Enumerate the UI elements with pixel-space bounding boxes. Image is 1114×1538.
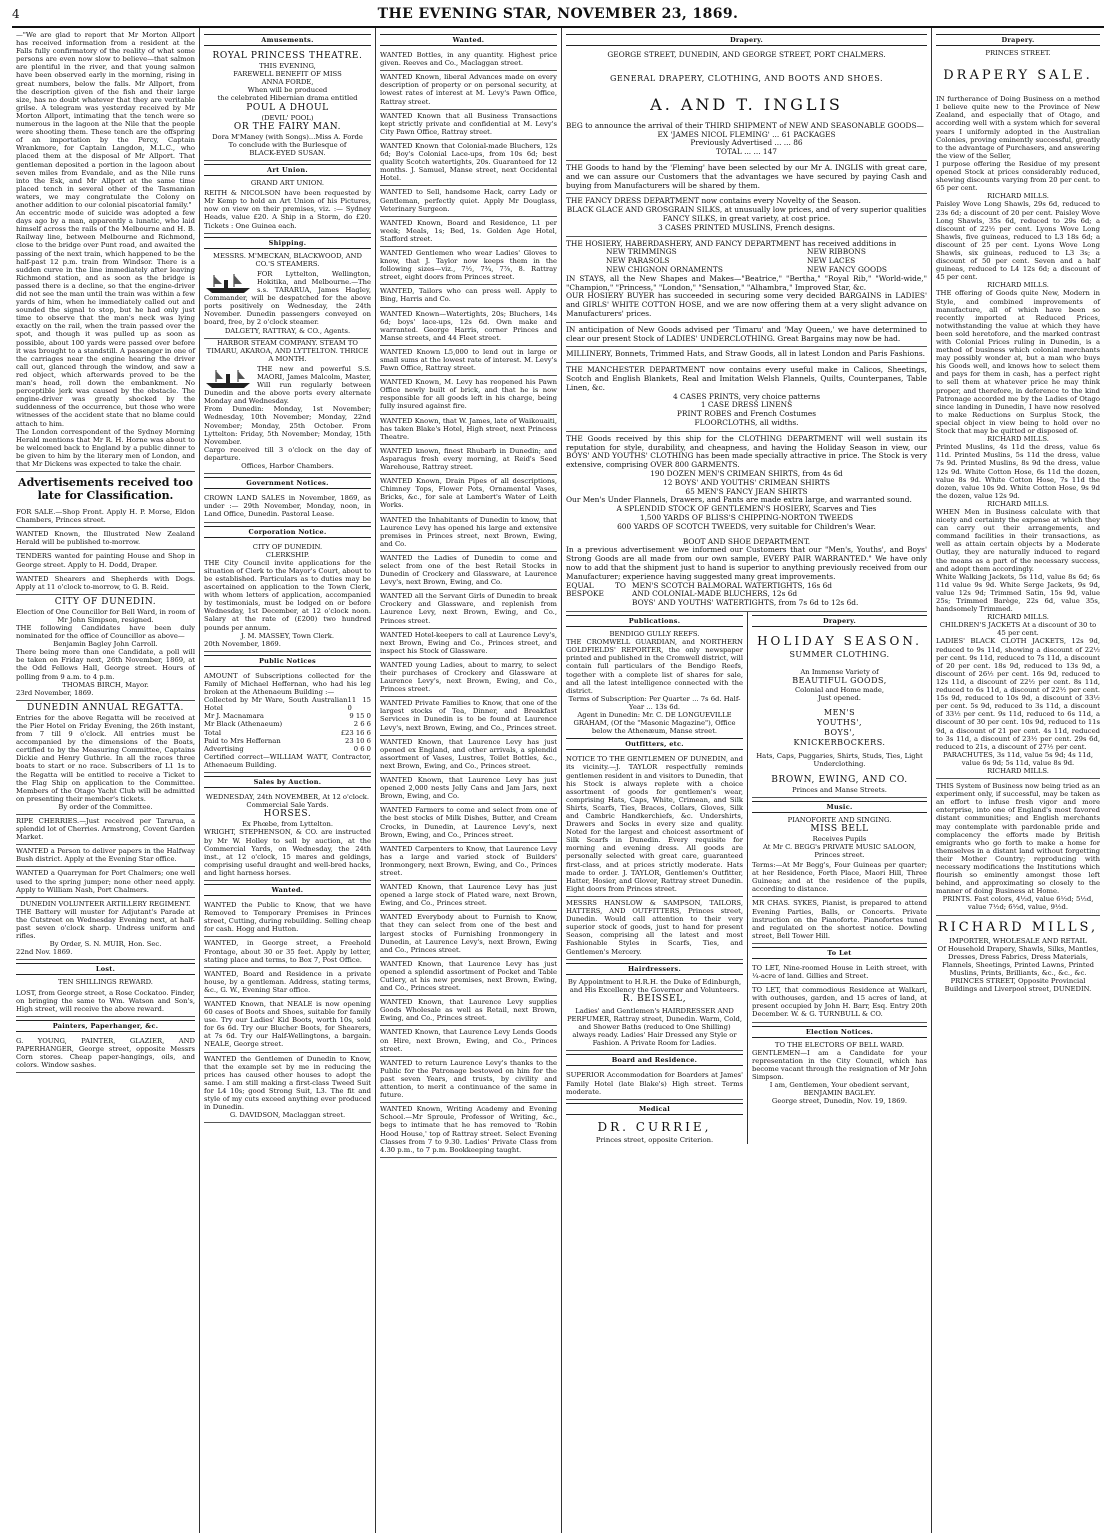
theatre-line: THIS EVENING, [259,62,316,71]
ad-item: WANTED Known, the Illustrated New Zealand Herald will be published to-morrow. [16,528,195,550]
maori-cargo: Cargo received till 3 o'clock on the day of departure. [204,445,371,462]
mills-firm-text: Of Household Drapery, Shawls, Silks, Mantles, Dresses, Dress Fabrics, Dress Materials, Flannels, Sheetings, Printed Lawns, Printed Muslins, Prints, Brilliants, &c., &c., &c. [937,944,1099,977]
auction-notice [204,791,371,881]
inglis-address: GEORGE STREET, DUNEDIN, AND GEORGE STREET, PORT CHALMERS. [607,50,886,60]
boot-list: EQUAL TO BESPOKE MEN'S SCOTCH BALMORAL WATERTIGHTS, 16s 6d AND COLONIAL-MADE BLUCHERS, 12s 6d BOYS' AND YOUTHS' WATERTIGHTS, from 7s 6d to 12s 6d. [566,580,859,608]
inglis-line: FLOORCLOTHS, all widths. [694,418,799,427]
lower-right [748,612,927,1144]
section-corporation: Corporation Notice. [204,526,371,538]
section-lost: Lost. [16,963,195,975]
inglis-line: A SPLENDID STOCK OF GENTLEMEN'S HOSIERY, Scarves and Ties [616,504,877,514]
lower-split [566,612,927,1144]
holiday-line: Just opened. [818,694,861,703]
mills-firm: RICHARD MILLS, [937,919,1099,935]
wanted-ad: WANTED Known, that Laurence Levy has just opened a splendid assortment of Pocket and Table Cutlery, at his new premises, next Brown, Ewing, and Co., Princes street. [380,958,557,996]
inglis-p2: THE FANCY DRESS DEPARTMENT now contains every Novelty of the Season. [566,196,861,206]
election-poll: There being more than one Candidate, a poll will be taken on Friday next, 26th November, 1869, at the Odd Fellows Hall, George street. Hours of polling from 9 a.m. to 4 p.m. [16,648,195,681]
candidates: Benjamin Bagley John Carroll. [53,640,158,649]
election-candidates-intro: THE following Candidates have been duly nominated for the office of Councillor as above— [16,624,195,641]
mills-sign: RICHARD MILLS. [987,435,1049,444]
regatta-notice [16,701,195,815]
boot-equal: EQUAL TO BESPOKE [566,580,626,599]
newspaper-title: THE EVENING STAR, NOVEMBER 23, 1869. [377,6,739,22]
harbor-title: HARBOR STEAM COMPANY. STEAM TO TIMARU, AKAROA, AND LYTTELTON. THRICE A MONTH. [206,338,369,363]
wanted-ad: WANTED, Board and Residence in a private house, by a gentleman. Address, stating terms, &c., G. W., Evening Star office. [204,968,371,998]
wanted-ad: WANTED Known, that NEALE is now opening 60 cases of Boots and Shoes, suitable for family use. Try our Ladies' Kid Boots, worth 10s, sold for 6s 6d. Try our Blucher Boots, for Shearers, at 7s 6d. Try our Half-Wellingtons, a bargain. NEALE, George street. [204,998,371,1053]
public-sign: Certified correct—WILLIAM WATT, Contractor, Athenaeum Building. [204,752,371,769]
holiday-line: Colonial and Home made, [794,686,885,695]
inglis-line: 600 YARDS OF SCOTCH TWEEDS, very suitable for Children's Wear. [617,521,876,531]
wanted-text: WANTED the Gentlemen of Dunedin to Know, that the example set by me in reducing the prices has caused other houses to adopt the same. I am still making a first-class Tweed Suit for L4 10s; good Strong Suit, L3. The fit and style of my cuts exceed anything ever produced in Dunedin. [204,1054,371,1112]
holiday-sub: SUMMER CLOTHING. [789,650,890,660]
public-text: AMOUNT of Subscriptions collected for the Family of Michael Heffernan, who had his leg broken at the Athenaeum Building :— [204,671,371,697]
wanted-ad: WANTED the Public to Know, that we have Removed to Temporary Premises in Princes street, Cutting, during rebuilding. Selling cheap for cash. Hogg and Hutton. [204,899,371,937]
columns [12,28,1104,1533]
volunteer-notice [16,898,195,961]
section-shipping: Shipping. [204,237,371,249]
inglis-line: Our Men's Under Flannels, Drawers, and Pants are made extra large, and warranted sound. [566,495,912,505]
wanted-ad: WANTED Known, that Laurence Levy has just opened ex England, and other arrivals, a splendid assortment of Vases, Lustres, Toilet Bottles, &c., next Brown, Ewing, and Co., Princes street. [380,736,557,774]
regatta-signature: By order of the Committee. [58,802,153,811]
pub-agent: Agent in Dunedin: Mr. C. DE LONGUEVILLE GRAHAM, (Of the "Masonic Magazine"), Office below the Athenæum, Manse street. [573,710,736,736]
art-title: GRAND ART UNION. [250,179,325,188]
music-terms: Terms:—At Mr Begg's, Four Guineas per quarter; at her Residence, Forth Place, Maori Hill, Three Guineas; and at the residence of the pupils, according to distance. [752,859,927,897]
wanted-ad: WANTED Farmers to come and select from one of the best stocks of Milk Dishes, Butter, and Cream Crocks, in Dunedin, at Laurence Levy's, next Brown, Ewing, and Co., Princes street. [380,804,557,842]
auction-ex: Ex Phœbe, from Lyttelton. [241,820,334,829]
theatre-line: (DEVIL' POOL) [261,113,314,122]
inglis-trimmings: NEW TRIMMINGS NEW PARASOLS NEW CHIGNON ORNAMENTS NEW RIBBONS NEW LACES NEW FANCY GOODS [606,247,887,275]
theatre-line: BLACK-EYED SUSAN. [249,148,326,157]
inglis-millinery: MILLINERY, Bonnets, Trimmed Hats, and Straw Goods, all in latest London and Paris Fashions. [566,349,926,359]
ad-item: TENDERS wanted for painting House and Shop in George street. Apply to H. Dodd, Draper. [16,550,195,572]
mills-sign: RICHARD MILLS. [987,281,1049,290]
inglis-line: 1 CASE DRESS LINENS [700,400,793,410]
maori-office: Offices, Harbor Chambers. [241,462,334,471]
wanted-ad: WANTED, Tailors who can press well. Apply to Bing, Harris and Co. [380,285,557,307]
column-2 [200,28,376,1533]
inglis-clothing: THE Goods received by this ship for the CLOTHING DEPARTMENT will well sustain its reputation for style, durability, and cheapness, and having the Holiday Season in view, our BOYS' AND YOUTHS' CLOTHING has been made specially attractive in price. The Stock is very extensive, comprising OVER 800 GARMENTS. [566,433,927,470]
mills-p9: THIS System of Business now being tried as an experiment only, if successful, may be taken as an effort to infuse fresh vigor and more enterprise, into one of England's most favored distant communities; and English merchants may contemplate with pardonable pride and complacency the efforts made by British emigrants who go forth to make a home for themselves in a distant land without forgetting their Mother Country; reproducing with necessary modifications the Institutions which flourish so eminently amongst those left behind, and approximating so closely to the manner of doing Business at Home. [936,782,1100,896]
outfit-ad: MESSRS HANSLOW & SAMPSON, TAILORS, HATTERS, AND OUTFITTERS, Princes street, Dunedin. Would call attention to their very superior stock of goods, just to hand for present Season, comprising all the latest and most Fashionable Styles in Scarfs, Ties, and Gentlemen's Mercery. [566,897,743,960]
inglis-packages: EX 'JAMES NICOL FLEMING' ... 61 PACKAGES [657,129,836,139]
wanted-ad: WANTED, in George street, a Freehold Frontage, about 30 or 35 feet. Apply by letter, stating place and terms, to Box 7, Post Office. [204,937,371,967]
holiday-line: BOYS', [823,728,856,738]
wanted-ad: WANTED the Inhabitants of Dunedin to know, that Laurence Levy has opened his large and extensive premises in Princes street, next Brown, Ewing, and Co. [380,514,557,552]
wanted-ad: WANTED Bottles, in any quantity. Highest price given. Reeves and Co., Maclaggan street. [380,49,557,71]
section-to-let: To Let [752,947,927,959]
mills-street: PRINCES STREET. [985,49,1051,58]
inglis-packages: Previously Advertised ... ... 86 [690,138,803,148]
section-music: Music. [752,801,927,813]
mills-children: CHILDREN'S JACKETS At a discount of 30 to 45 per cent. [939,621,1097,638]
inglis-line: FANCY SILKS, in great variety, at cost price. [662,214,831,224]
theatre-line: Dora M'Maney (with Songs)...Miss A. Forde [212,132,363,141]
mills-sign: RICHARD MILLS. [987,499,1049,508]
inglis-ad [566,49,927,612]
theatre-line: POUL A DHOUL [246,102,329,113]
inglis-line: 65 MEN'S FANCY JEAN SHIRTS [685,486,808,496]
mills-p4: THE offering of Goods quite New, Modern in Style, and combined improvements of manufacture, all of which have been so recently imported at Reduced Prices, notwithstanding the value at which they have been sold heretofore, and the marked contrast with Colonial Prices ruling in Dunedin, is a method of business which colonial merchants may possibly wonder at, but a man who buys his Goods well, and knows how to select them and pays for them in cash, has a perfect right to sell them at whatever price he may think proper, and therefore, in deference to the kind Patronage accorded me by the Ladies of Otago since landing in Dunedin, I have now resolved to make Reductions on Surplus Stock, the special object in view being to hold over no Stock that may be quitted or disposed of. [936,289,1100,436]
outfit-ad: NOTICE TO THE GENTLEMEN OF DUNEDIN, and its vicinity.—J. TAYLOR respectfully reminds gentlemen resident in and visitors to Dunedin, that his Stock is always replete with a choice assortment of goods for gentlemen's wear, comprising Hats, Caps, White, Crimean, and Silk Shirts, Scarfs, Ties, Braces, Collars, Gloves, Silk and Cambric Handkerchiefs, &c. Undershirts, Drawers and Socks in every size and quality. Noted for the largest and choicest assortment of Silk Scarfs in Dunedin. Every requisite for morning and evening dress. All goods are personally selected with great care, guaranteed first-class, and at prices strictly moderate. Hats made to order. J. TAYLOR, Gentlemen's Outfitter, Hatter, Hosier, and Glover, Rattray street Dunedin. Eight doors from Princes street. [566,753,743,897]
wanted-ad: WANTED Known, that Laurence Levy supplies Goods Wholesale as well as Retail, next Brown, Ewing, and Co., Princes street. [380,996,557,1026]
inglis-line: BLACK GLACE AND GROSGRAIN SILKS, at unusually low prices, and of very superior qualities [566,205,927,215]
section-government: Government Notices. [204,477,371,489]
inglis-line: 1,500 YARDS OF BLISS'S CHIPPING-NORTON TWEEDS [639,512,854,522]
mills-muslins: Printed Muslins, 4s 11d the dress, value 6s 11d. Printed Muslins, 5s 11d the dress, value 7s 9d. Printed Muslins, 8s 9d the dress, value 12s 9d. White Cotton Hose, 6s 11d the dozen, value 8s 9d. White Cotton Hose, 7s 11d the dozen, value 10s 9d. White Cotton Hose, 9s 9d the dozen, value 12s 9d. [936,443,1100,500]
column-1 [12,28,200,1533]
mills-sign: RICHARD MILLS. [987,766,1049,775]
section-auction: Sales by Auction. [204,776,371,788]
mills-firm-addr: PRINCES STREET, Opposite Provincial Buildings and Liverpool street, DUNEDIN. [944,977,1092,994]
volunteer-date: 22nd Nov. 1869. [16,948,73,957]
inglis-manchester: THE MANCHESTER DEPARTMENT now contains every useful make in Calicos, Sheetings, Scotch and English Blankets, Real and Imitation Welsh Flannels, Quilts, Counterpanes, Table Linen, &c. [566,365,927,392]
pub-text: THE CROMWELL GUARDIAN, and NORTHERN GOLDFIELDS' REPORTER, the only newspaper printed and published in the Cromwell district, will contain full particulars of the Bendigo Reefs, together with a complete list of shares for sale, and all the latest intelligence connected with the district. [566,638,743,695]
inglis-general: GENERAL DRAPERY, CLOTHING, AND BOOTS AND SHOES. [610,73,883,83]
wanted-ad: WANTED Known, Board and Residence, L1 per week; Meals, 1s; Bed, 1s. Golden Age Hotel, Stafford street. [380,217,557,247]
wanted-ad: WANTED Known that Colonial-made Bluchers, 12s 6d; Boy's Colonial Lace-ups, from 10s 6d; best quality Scotch watertights, 20s. Guaranteed for 12 months. J. Samuel, Manse street, next Occidental Hotel. [380,140,557,186]
lost-title: TEN SHILLINGS REWARD. [58,978,153,987]
shipping-ad-maori [204,363,371,474]
painter-ad: G. YOUNG, PAINTER, GLAZIER, AND PAPERHANGER, George street, opposite Messrs Corn stores. Cheap paper-hangings, oils, and colors. Window sashes. [16,1035,195,1073]
section-outfitters: Outfitters, etc. [566,738,743,750]
election-notice [16,595,195,701]
regatta-text: Entries for the above Regatta will be received at the Pier Hotel on Friday Evening, the 26th instant, from 7 till 9 o'clock. All entries must be accompanied by the dimensions of the Boats, certified to by the Measuring Committee, Captains Dickie and Henry Guthrie. In all the races three boats to start or no race. Subscribers of L1 1s to the Regatta will be entitled to receive a Ticket to the Flag Ship on application to the Committee. Members of the Otago Yacht Club will be admitted on presenting their member's tickets. [16,713,195,803]
wanted-ad: WANTED Known L5,000 to lend out in large or small sums at the lowest rate of interest. M. Levy's Pawn Office, Rattray street. [380,346,557,376]
volunteer-title: DUNEDIN VOLUNTEER ARTILLERY REGIMENT. [20,899,191,908]
column-4 [562,28,932,1533]
holiday-firm: BROWN, EWING, AND CO. [771,774,908,785]
column-3 [376,28,562,1533]
masthead [12,6,1104,28]
art-ad: REITH & NICOLSON have been requested by Mr Kemp to hold an Art Union of his Pictures, now on view on their premises, viz. :— Sydney Heads, value £20. A Ship in a Storm, do £20. Tickets : One Guinea each. [204,187,371,233]
section-wanted: Wanted. [204,884,371,896]
holiday-line: BEAUTIFUL GOODS, [792,676,887,686]
column-5 [932,28,1104,1533]
mills-firm-sub: IMPORTER, WHOLESALE AND RETAIL [949,936,1087,945]
section-art-union: Art Union. [204,164,371,176]
theatre-ad [204,49,371,161]
section-medical: Medical [566,1103,743,1115]
section-amusements: Amusements. [204,34,371,46]
news-item-horne: The London correspondent of the Sydney Morning Herald mentions that Mr R. H. Horne was about to be welcomed back to England by a public dinner to be given to him by the literary men of London, and that Mr Dickens was expected to take the chair. [16,427,195,468]
wanted-ad: WANTED Carpenters to Know, that Laurence Levy has a large and varied stock of Builders' Ironmongery, next Brown, Ewing, and Co., Princes street. [380,843,557,881]
inglis-line: 12 BOYS' AND YOUTHS' CRIMEAN SHIRTS [663,477,830,487]
hair-name: R. BEISSEL, [622,993,687,1004]
mills-sale: DRAPERY SALE. [943,68,1093,84]
subs-row: Mr J. Macnamara 9 15 0 [204,712,371,721]
news-item-salmon: —"We are glad to report that Mr Morton Allport has received information from a resident at the Falls fully confirmatory of the reality of what some persons are even now slow to believe—that salmon are plentiful in the river, and that young salmon have been observed early in the morning, rising in great numbers, below the falls. Mr Allport, from the description given of the fish and their large size, has no doubt whatever that they are veritable grilse. A telegram was yesterday received by Mr Morton Allport, intimating that the tench were so numerous in the lagoon at the Nile that the people were shooting them. These tench are the offspring of an importation by the Percy, Captain Wrankmore, for Captain Langdon, M.L.C., who placed them at the disposal of Mr Allport. That gentleman deposited a portion in the lagoon about seven miles from Evandale, and as the Nile runs into the Esk, and Mr Allport at the same time placed tench in several other of the Tasmanian waters, we may congratulate the Colony on another addition to our colonial piscatorial family." [16,31,195,209]
corp-sign: J. M. MASSEY, Town Clerk. [240,631,335,640]
wanted-ad: WANTED to Sell, handsome Hack, carry Lady or Gentleman, perfectly quiet. Apply Mr Douglass, Veterinary Surgeon. [380,186,557,216]
auction-item: HORSES. [263,809,312,820]
inglis-p4: IN anticipation of New Goods advised per 'Timaru' and 'May Queen,' we have determined to clear our present Stock of LADIES' UNDERCLOTHING. Great Bargains may now be had. [566,324,927,343]
inglis-hosiery: OUR HOSIERY BUYER has succeeded in securing some very decided BARGAINS in LADIES' and GIRLS' WHITE COTTON HOSE, and we are now offering them at a very slight advance on Manufacturers' prices. [566,291,927,319]
subs-row: Paid to Mrs Heffernan 23 10 6 [204,736,371,745]
mills-p2: I purpose offering the Residue of my present opened Stock at prices considerably reduced, shewing discounts varying from 20 per cent. to 65 per cent. [936,159,1100,193]
steamship-icon [204,272,254,294]
holiday-line: KNICKERBOCKERS. [793,738,886,748]
holiday-line: Hats, Caps, Puggaries, Shirts, Studs, Ties, Light Underclothing. [756,752,923,769]
wanted-ad: WANTED Known that all Business Transactions kept strictly private and confidential at M. Levy's City Pawn Office, Rattray street. [380,110,557,140]
wanted-ad: WANTED Known, that Laurence Levy has just opened 2,000 nests Jelly Cans and Jam Jars, next Brown, Ewing, and Co. [380,774,557,804]
election-date: 23rd November, 1869. [16,688,94,697]
public-notice [204,670,371,773]
inglis-line: 3 CASES PRINTED MUSLINS, French designs. [657,222,836,232]
wanted-ad: WANTED Known, Drain Pipes of all descriptions, Chimney Tops, Flower Pots, Ornamental Vases, Bricks, &c., for sale at Lambert's Water of Leith Works. [380,475,557,513]
section-election: Election Notices. [752,1026,927,1038]
corporation-notice [204,541,371,652]
steamship-icon [204,367,254,389]
gov-notice: CROWN LAND SALES in November, 1869, as under :— 29th November, Monday, noon, in Land Office, Dunedin. Pastoral Lease. [204,492,371,522]
wanted-ad: WANTED known, finest Rhubarb in Dunedin; and Asparagus fresh every morning, at Reid's Seed Warehouse, Rattray street. [380,445,557,475]
theatre-title: ROYAL PRINCESS THEATRE. [212,51,363,62]
subs-row: Total £23 16 6 [204,728,371,737]
inglis-firm: A. AND T. INGLIS [650,94,843,114]
lower-left [566,612,748,1144]
wanted-ad: WANTED young Ladies, about to marry, to select their purchases of Crockery and Glassware at Laurence Levy's, next Brown, Ewing, and Co., Princes street. [380,659,557,697]
inglis-p3: THE HOSIERY, HABERDASHERY, AND FANCY DEPARTMENT has received additions in [566,238,897,248]
ad-item: RIPE CHERRIES.—Just received per Tararua, a splendid lot of Cherries. Armstrong, Covent Garden Market. [16,815,195,845]
inglis-line: PRINT ROBES and French Costumes [676,409,817,419]
wanted-ad: WANTED the Ladies of Dunedin to come and select from one of the best Retail Stocks in Dunedin of Crockery and Glassware, at Laurence Levy's, next Brown, Ewing, and Co. [380,552,557,590]
section-painters: Painters, Paperhanger, &c. [16,1020,195,1032]
ad-item: WANTED Shearers and Shepherds with Dogs. Apply at 11 o'clock to-morrow, to G. B. Reid. [16,573,195,595]
inglis-line: 190 DOZEN MEN'S CRIMEAN SHIRTS, from 4s 6d [650,468,843,478]
mayor-signature: THOMAS BIRCH, Mayor. [62,680,149,689]
corp-text: THE City Council invite applications for the situation of Clerk to the Mayor's Court, about to be established. Particulars as to duties may be ascertained on application to the Town Clerk, with whom letters of application, accompanied by testimonials, must be lodged on or before Wednesday, 1st December, at 12 o'clock noon. Salary at the rate of (£200) two hundred pounds per annum. [204,558,371,632]
mills-ladies: LADIES' BLACK CLOTH JACKETS, 12s 9d, reduced to 9s 11d, showing a discount of 22½ per cent. 9s 11d, reduced to 7s 11d, a discount of 20 per cent. 18s 9d, reduced to 13s 9d, a discount of 26½ per cent. 16s 9d, reduced to 12s 11d, a discount of 22½ per cent. 8s 11d, reduced to 6s 11d, a discount of 22½ per cent. 15s 9d, reduced to 10s 9d, a discount of 33½ per cent. 5s 9d, reduced to 3s 11d, a discount of 33½ per cent. 9s 11d, reduced to 6s 11d, a discount of 30 per cent. 10s 9d, reduced to 11s 9d, a discount of 21 per cent. 4s 11d, reduced to 3s 11d, a discount of 23½ per cent. 29s 6d, reduced to 21s, a discount of 27½ per cent. [936,637,1100,751]
medical-addr: Princes street, opposite Criterion. [595,1135,714,1144]
shipping-agents: DALGETY, RATTRAY, & CO., Agents. [224,326,351,335]
inglis-p1: THE Goods to hand by the 'Fleming' have been selected by our Mr A. INGLIS with great care, and we can assure our Customers that the advantages we have secured by paying Cash and buying from Manufacturers will be shared by them. [566,163,927,190]
wanted-ad: WANTED Known, that Laurence Levy has just opened a large stock of Plated ware, next Brown, Ewing, and Co., Princes street. [380,881,557,911]
maori-text: THE new and powerful S.S. MAORI, James Malcolm, Master, Will run regularly between Dunedin and the above ports every alternate Monday and Wednesday. [204,364,371,406]
theatre-line: the celebrated Hibernian drama entitled [217,94,358,103]
volunteer-signature: By Order, S. N. MUIR, Hon. Sec. [49,940,162,949]
lost-notice: LOST, from George street, a Rose Cockatoo. Finder, on bringing the same to Wm. Watson and Son's, High street, will receive the above reward. [16,987,195,1017]
theatre-line: When will be produced [247,86,328,95]
theatre-line: ANNA FORDE, [261,78,314,87]
wanted-ad: WANTED Known, that W. James, late of Waikouaiti, has taken Blake's Hotel, High street, next Princess Theatre. [380,415,557,445]
wanted-ad: WANTED all the Servant Girls of Dunedin to break Crockery and Glassware, and replenish from Laurence Levy, next Brown, Ewing, and Co., Princes street. [380,590,557,628]
wanted-sign: G. DAVIDSON, Maclaggan street. [229,1111,346,1120]
volunteer-text: THE Battery will muster for Adjutant's Parade at the Cutstreet on Wednesday Evening next, at half-past seven o'clock sharp. Undress uniform and rifles. [16,907,195,941]
corp-sub: CLERKSHIP. [265,550,310,559]
election-title: CITY OF DUNEDIN. [54,596,157,607]
theatre-line: FAREWELL BENEFIT OF MISS [233,70,342,79]
section-publications: Publications. [566,615,743,627]
theatre-line: OR THE FAIRY MAN. [233,121,342,132]
inglis-stays: IN STAYS, all the New Shapes and Makes—"Beatrice," "Bertha," "Royal Rib," "World-wide," "Champion," "Princess," "London," "Sensation," "Alhambra," Improved Star, &c. [566,273,927,292]
holiday-title: HOLIDAY SEASON. [757,634,922,649]
mills-sign: RICHARD MILLS. [987,613,1049,622]
news-item-suicide: An eccentric mode of suicide was adopted a few days ago by a man, apparently a lunatic, who laid himself across the rails of the Melbourne and H. B. Railway line, between Melbourne and Richmond, close to the bridge over Punt road, and awaited the passing of the next train, which happened to be the half-past 12 p.m. train from Windsor. There is a sudden curve in the line immediately after leaving Richmond station, and as soon as the bridge is passed there is a decline, so that the engine-driver did not see the man until the train was within a few yards of him, when he immediately called out and sounded the signal to stop, but he had only just time to observe that the man's neck was lying exactly on the rail, when the train passed over the spot, and though it was pulled up as soon as possible, about 100 yards were passed over before it was brought to a standstill. A passenger in one of the carriages near the engine hearing the driver call out, glanced through the window, and saw a red object, which afterwards proved to be the man's head, roll down the embankment. No perceptible jerk was caused by the obstacle. The engine-driver was greatly shocked by the suddenness of the occurrence, but those who were witnesses of the accident state that no blame could attach to him. [16,209,195,428]
wanted-ad: WANTED Gentlemen who wear Ladies' Gloves to know, that J. Taylor now keeps them in the following sizes—viz., 7½, 7¾, 7⅞, 8. Rattray street, eight doors from Princes street. [380,247,557,285]
auction-sub: Commercial Sale Yards. [246,801,329,810]
medical-name: DR. CURRIE, [597,1119,712,1134]
section-wanted: Wanted. [380,34,557,46]
music-sykes: MR CHAS. SYKES, Pianist, is prepared to attend Evening Parties, Balls, or Concerts. Private instruction on the Pianoforte. Pianofortes tuned and regulated on the shortest notice. Dowling street, Bell Tower Hill. [752,897,927,943]
wanted-ad: WANTED Hotel-keepers to call at Laurence Levy's, next Brown, Ewing and Co., Princes street, and inspect his Stock of Glassware. [380,629,557,659]
to-let-ad: TO LET, that commodious Residence at Walkari, with outhouses, garden, and 15 acres of land, at present occupied by John H. Barr, Esq. Entry 20th December. W. & G. TURNBULL & CO. [752,984,927,1022]
elect-date: George street, Dunedin, Nov. 19, 1869. [771,1097,908,1106]
wanted-ad: WANTED Known, Writing Academy and Evening School.—Mr Sproule, Professor of Writing, &c., begs to intimate that he has removed to 'Robin Hood House,' top of Rattray street. Select Evening Classes from 7 to 9.30. Ladies' Private Class from 4.30 p.m., to 7 p.m. Bookkeeping taught. [380,1103,557,1158]
section-hairdressers: Hairdressers. [566,963,743,975]
subs-row: Mr Black (Athenaeum) 2 6 6 [204,720,371,729]
holiday-addr: Princes and Manse Streets. [792,785,887,794]
wanted-ad: WANTED Everybody about to Furnish to Know, that they can select from one of the best and largest stocks of Furnishing Ironmongery in Dunedin, at Laurence Levy's, next Brown, Ewing and Co., Princes street. [380,911,557,957]
wanted-list [380,49,557,1158]
page-number: 4 [12,7,20,21]
holiday-ad [752,630,927,798]
shipping-ad-tararua [204,268,371,339]
holiday-line: An Immense Variety of [800,668,879,677]
elect-text: GENTLEMEN—I am a Candidate for your representation in the City Council, which has become vacant through the resignation of Mr John Simpson. [752,1048,927,1082]
music-name: MISS BELL [810,823,869,834]
wanted-ad: WANTED Known—Watertights, 20s; Bluchers, 14s 6d; boys' lace-ups, 12s 6d. Own make and warranted. George Harris, corner Princes and Manse streets, and 44 Fleet street. [380,308,557,346]
subs-row: Collected by Mr Ware, South Australian Hotel 11 15 0 [204,696,371,713]
mills-shawls: Paisley Wove Long Shawls, 29s 6d, reduced to 23s 6d; a discount of 20 per cent. Paisley Wove Long Shawls, 35s 6d, reduced to 29s 6d; a discount of 22½ per cent. Lyons Wove Long Shawls, five guineas, reduced to L3 18s 6d; a discount of 25 per cent. Lyons Wove Long Shawls, six guineas, reduced to L3 3s; a discount of 50 per cent. Seven and a half guineas, reduced to L4 12s 6d; a discount of 45 per cent. [936,200,1100,282]
section-public: Public Notices [204,655,371,667]
holiday-line: YOUTHS', [816,718,863,728]
wanted-ad: WANTED Known, that Laurence Levy Lends Goods on Hire, next Brown, Ewing, and Co., Princes street. [380,1026,557,1056]
mills-p6: WHEN Men in Business calculate with that nicety and certainty the expense at which they can carry out their arrangements, and command facilities in their transactions, as well as attain certain objects by a Moderate Outlay, they are naturally induced to regard the means as a part of the necessary success, and adopt them accordingly. [936,507,1100,573]
subs-row: Advertising 0 6 0 [204,744,371,753]
ad-item: WANTED a Quarryman for Port Chalmers; one well used to the spring jumper; none other need apply. Apply to William Nash, Port Chalmers. [16,867,195,897]
section-drapery: Drapery. [566,34,927,46]
inglis-line: 4 CASES PRINTS, very choice patterns [673,391,820,401]
ad-item: WANTED a Person to deliver papers in the Halfway Bush district. Apply at the Evening Star office. [16,845,195,867]
music-line: Receives Pupils [812,834,867,843]
to-let-ad: TO LET, Nine-roomed House in Leith street, with ¼-acre of land. Gillies and Street. [752,962,927,984]
board-ad: SUPERIOR Accommodation for Boarders at James' Family Hotel (late Blake's) High street. Terms moderate. [566,1069,743,1099]
late-ads-header: Advertisements received too late for Classification. [18,476,193,503]
pub-title: BENDIGO GULLY REEFS. [609,630,700,639]
mills-parachutes: PARACHUTES, 3s 11d, value 5s 9d; 4s 11d, value 6s 9d; 5s 11d, value 8s 9d. [942,750,1094,767]
elect-title: TO THE ELECTORS OF BELL WARD. [774,1040,905,1049]
regatta-title: DUNEDIN ANNUAL REGATTA. [26,702,185,713]
wanted-ad: WANTED Known, M. Levy has reopened his Pawn Office newly built of brick, and that he is now responsible for all goods left in his charge, being fully insured against fire. [380,376,557,414]
corp-date: 20th November, 1869. [204,639,281,648]
mills-prints: PRINTS. Fast colors, 4½d, value 6½d; 5½d, value 7½d; 6½d, value, 9½d. [942,895,1094,912]
section-drapery-2: Drapery. [752,615,927,627]
election-text: Election of One Councillor for Bell Ward, in room of Mr John Simpson, resigned. [16,607,195,624]
section-board: Board and Residence. [566,1054,743,1066]
boot-title: BOOT AND SHOE DEPARTMENT. [682,536,811,546]
wanted-ad: WANTED Private Families to Know, that one of the largest stocks of Tea, Dinner, and Breakfast Services in Dunedin is to be found at Laurence Levy's, next Brown, Ewing, and Co., Princes street. [380,697,557,735]
section-drapery-3: Drapery. [936,34,1100,46]
wanted-ad: WANTED Known, liberal Advances made on every description of property or on personal security, at lowest rates of interest at M. Levy's Pawn Office, Rattray street. [380,71,557,109]
wanted-ad [204,1053,371,1124]
corp-title: CITY OF DUNEDIN. [252,542,323,551]
theatre-line: To conclude with the Burlesque of [228,140,347,149]
holiday-line: MEN'S [823,708,856,718]
music-title: PIANOFORTE AND SINGING. [787,815,892,824]
shipping-text: FOR Lyttelton, Wellington, Hokitika, and Melbourne.—The s.s. TARARUA, James Hagley, Commander, will be despatched for the above ports positively on Wednesday, the 24th November. Dunedin passengers conveyed on board, free, by 2 o'clock steamer. [204,269,371,327]
ad-item: FOR SALE.—Shop Front. Apply H. P. Morse, Eldon Chambers, Princes street. [16,506,195,528]
music-line: At Mr C. BEGG's PRIVATE MUSIC SALOON, Princes street. [763,842,916,859]
mills-p1: IN furtherance of Doing Business on a method I believe quite new to the Province of New Zealand, and especially that of Otago, and according well with a system which for several years I uniformly adopted in the Australian Colonies, proving eminently successful, greatly to the advantage of Purchasers, and answering the view of the Seller, [936,95,1100,160]
inglis-total: TOTAL ... ... 147 [715,147,777,157]
pub-terms: Terms of Subscription: Per Quarter ... 7s 6d. Half-Year ... 13s 6d. [568,694,741,711]
auction-text: WRIGHT, STEPHENSON, & CO. are instructed by Mr W. Holley to sell by auction, at the Commercial Yards, on Wednesday, the 24th inst., at 12 o'clock, 15 mares and geldings, comprising useful draught and well-bred hacks, and light harness horses. [204,828,371,877]
boot-text: In a previous advertisement we informed our Customers that our "Men's, Youths', and Boys' Strong Goods are all made from our own sample, EVERY PAIR WARRANTED." We have only now to add that the shipment just to hand is superior to anything previously received from our Manufacturer; experience having suggested many great improvements. [566,545,927,581]
inglis-intro: BEG to announce the arrival of their THIRD SHIPMENT of NEW AND SEASONABLE GOODS— [566,120,924,130]
elect-sign: I am, Gentlemen, Your obedient servant, BENJAMIN BAGLEY. [769,1081,910,1098]
hair-appointment: By Appointment to H.R.H. the Duke of Edinburgh, and His Excellency the Governor and Volunteers. [567,977,742,994]
hair-ad: Ladies' and Gentlemen's HAIRDRESSER AND PERFUMER, Rattray street, Dunedin. Warm, Cold, and Shower Baths (reduced to One Shilling) always ready. Ladies' Hair Dressed any Style or Fashion. A Private Room for Ladies. [566,1005,743,1051]
mills-sign: RICHARD MILLS. [987,192,1049,201]
auction-title: WEDNESDAY, 24th NOVEMBER, At 12 o'clock. [205,793,370,802]
mills-jackets: White Walking Jackets, 5s 11d, value 8s 6d; 6s 11d value 9s 9d. White Serge Jackets, 9s 9d, value 12s 9d; Trimmed Satin, 15s 9d, value 25s; Trimmed Barège, 22s 6d, value 35s, handsomely Trimmed. [936,572,1100,614]
wanted-ad: WANTED to return Laurence Levy's thanks to the Public for the Patronage bestowed on him for the past seven Years, and trusts, by civility and attention, to merit a continuance of the same in future. [380,1057,557,1103]
shipping-title: MESSRS. M'MECKAN, BLACKWOOD, AND CO.'S STEAMERS. [213,251,362,268]
maori-schedule: From Dunedin: Monday, 1st November; Wednesday, 10th November; Monday, 22nd November; Monday, 25th October. From Lyttelton: Friday, 5th November; Monday, 15th November. [204,405,371,446]
